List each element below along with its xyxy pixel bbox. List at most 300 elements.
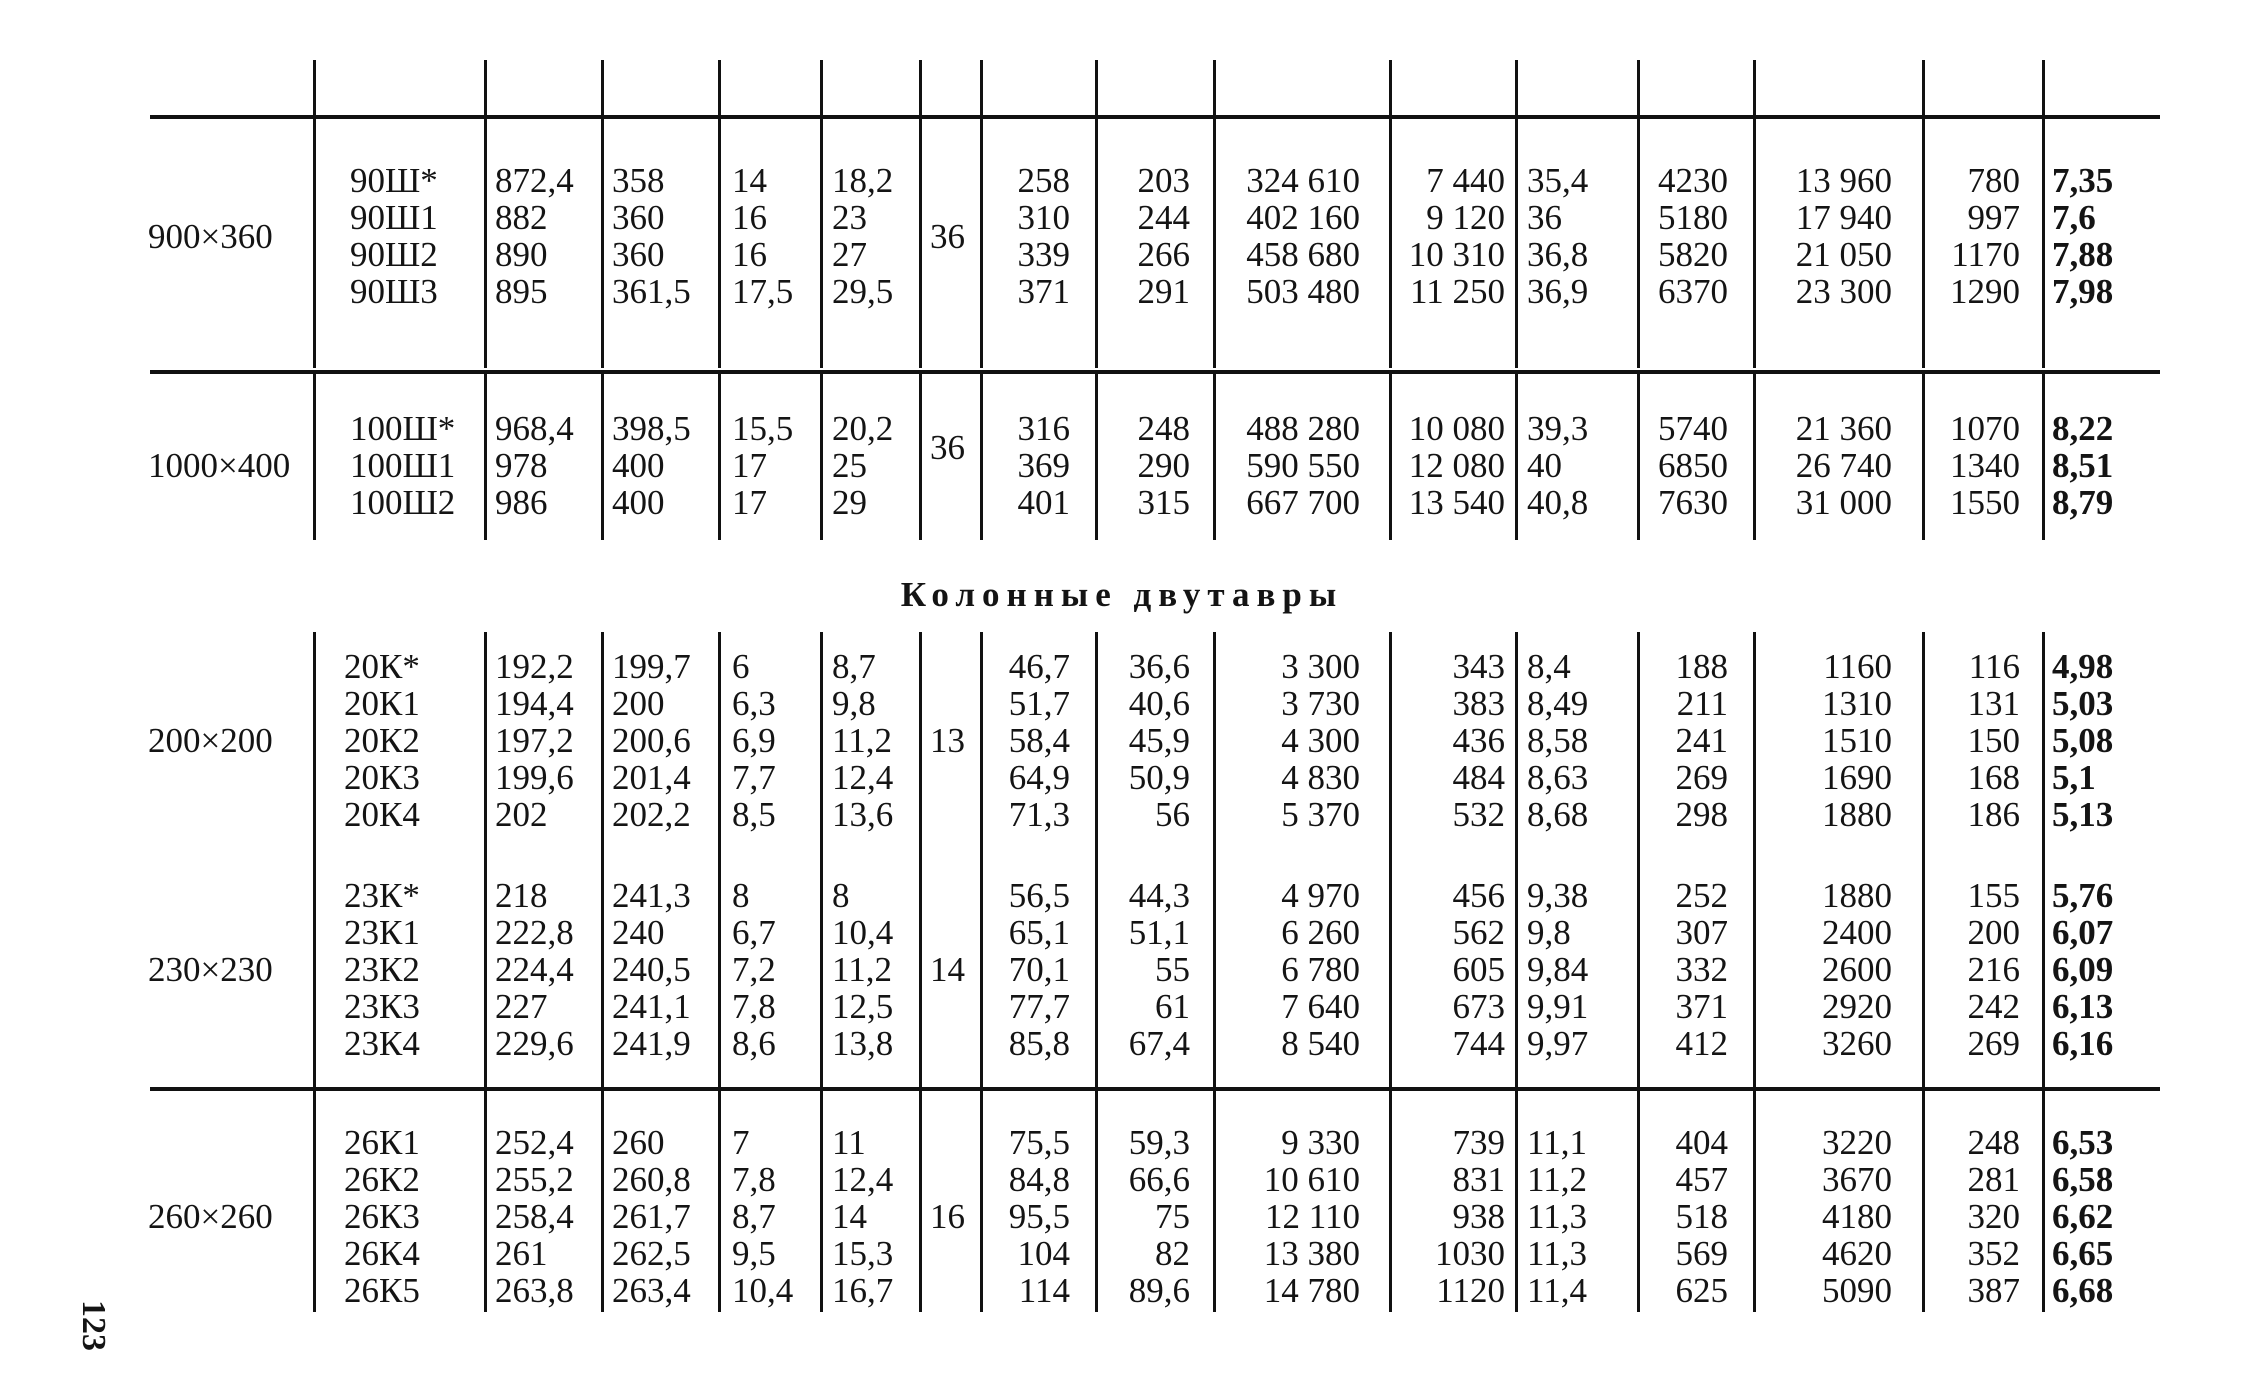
table-cell: 8,7 bbox=[732, 1197, 776, 1236]
table-cell: 15,3 bbox=[832, 1234, 894, 1273]
column-line bbox=[820, 60, 823, 368]
table-cell: 241,3 bbox=[612, 876, 691, 915]
table-cell: 1170 bbox=[1951, 235, 2020, 274]
table-cell: 252 bbox=[1675, 876, 1728, 915]
profile-name: 26К4 bbox=[344, 1234, 420, 1273]
table-cell: 95,5 bbox=[1008, 1197, 1070, 1236]
table-cell: 2920 bbox=[1822, 987, 1892, 1026]
table-cell: 6370 bbox=[1658, 272, 1728, 311]
table-cell: 188 bbox=[1675, 647, 1728, 686]
table-cell: 61 bbox=[1155, 987, 1190, 1026]
table-cell: 260,8 bbox=[612, 1160, 691, 1199]
table-cell: 5,03 bbox=[2052, 684, 2114, 723]
column-line bbox=[1922, 372, 1925, 540]
table-cell: 36,8 bbox=[1527, 235, 1589, 274]
column-line bbox=[1922, 632, 1925, 1312]
table-cell: 6,53 bbox=[2052, 1123, 2114, 1162]
table-cell: 155 bbox=[1967, 876, 2020, 915]
table-cell: 369 bbox=[1017, 446, 1070, 485]
table-cell: 895 bbox=[495, 272, 548, 311]
table-cell: 202 bbox=[495, 795, 548, 834]
profile-name: 20К3 bbox=[344, 758, 420, 797]
table-cell: 75 bbox=[1155, 1197, 1190, 1236]
table-cell: 262,5 bbox=[612, 1234, 691, 1273]
table-cell: 968,4 bbox=[495, 409, 574, 448]
column-line bbox=[1213, 372, 1216, 540]
column-line bbox=[718, 632, 721, 1312]
table-cell: 255,2 bbox=[495, 1160, 574, 1199]
table-cell: 458 680 bbox=[1246, 235, 1360, 274]
table-cell: 5,1 bbox=[2052, 758, 2096, 797]
table-cell: 218 bbox=[495, 876, 548, 915]
table-cell: 7,35 bbox=[2052, 161, 2114, 200]
table-cell: 4 830 bbox=[1281, 758, 1360, 797]
profile-name: 20К* bbox=[344, 647, 420, 686]
table-cell: 7 bbox=[732, 1123, 750, 1162]
table-cell: 10 610 bbox=[1263, 1160, 1360, 1199]
table-cell: 222,8 bbox=[495, 913, 574, 952]
table-cell: 1880 bbox=[1822, 795, 1892, 834]
table-cell: 9,84 bbox=[1527, 950, 1589, 989]
table-cell: 324 610 bbox=[1246, 161, 1360, 200]
table-cell: 186 bbox=[1967, 795, 2020, 834]
table-cell: 51,1 bbox=[1128, 913, 1190, 952]
table-cell: 194,4 bbox=[495, 684, 574, 723]
column-line bbox=[820, 372, 823, 540]
table-cell: 11,2 bbox=[1527, 1160, 1587, 1199]
table-cell: 10 080 bbox=[1408, 409, 1505, 448]
table-cell: 58,4 bbox=[1008, 721, 1070, 760]
table-cell: 258 bbox=[1017, 161, 1070, 200]
table-cell: 10,4 bbox=[832, 913, 894, 952]
table-cell: 7,88 bbox=[2052, 235, 2114, 274]
table-cell: 25 bbox=[832, 446, 867, 485]
table-cell: 35,4 bbox=[1527, 161, 1589, 200]
table-cell: 56 bbox=[1155, 795, 1190, 834]
table-cell: 202,2 bbox=[612, 795, 691, 834]
section-title: Колонные двутавры bbox=[900, 575, 1344, 614]
table-cell: 266 bbox=[1137, 235, 1190, 274]
column-line bbox=[484, 372, 487, 540]
table-cell: 6,09 bbox=[2052, 950, 2114, 989]
table-cell: 532 bbox=[1452, 795, 1505, 834]
table-cell: 17 bbox=[732, 446, 767, 485]
table-cell: 5,76 bbox=[2052, 876, 2114, 915]
table-cell: 7,98 bbox=[2052, 272, 2114, 311]
table-cell: 261,7 bbox=[612, 1197, 691, 1236]
table-cell: 400 bbox=[612, 483, 665, 522]
table-cell: 8,79 bbox=[2052, 483, 2114, 522]
table-cell: 5820 bbox=[1658, 235, 1728, 274]
column-line bbox=[1213, 60, 1216, 368]
table-cell: 6 780 bbox=[1281, 950, 1360, 989]
table-cell: 316 bbox=[1017, 409, 1070, 448]
table-cell: 16,7 bbox=[832, 1271, 894, 1310]
table-cell: 261 bbox=[495, 1234, 548, 1273]
column-line bbox=[1389, 60, 1392, 368]
table-cell: 201,4 bbox=[612, 758, 691, 797]
table-cell: 263,4 bbox=[612, 1271, 691, 1310]
profile-name: 23К3 bbox=[344, 987, 420, 1026]
table-cell: 211 bbox=[1676, 684, 1728, 723]
table-cell: 82 bbox=[1155, 1234, 1190, 1273]
table-cell: 7,7 bbox=[732, 758, 776, 797]
table-cell: 7,8 bbox=[732, 1160, 776, 1199]
table-cell: 263,8 bbox=[495, 1271, 574, 1310]
table-cell: 20,2 bbox=[832, 409, 894, 448]
table-cell: 85,8 bbox=[1008, 1024, 1070, 1063]
table-cell: 77,7 bbox=[1008, 987, 1070, 1026]
table-cell: 997 bbox=[1967, 198, 2020, 237]
table-cell: 569 bbox=[1675, 1234, 1728, 1273]
table-cell: 31 000 bbox=[1795, 483, 1892, 522]
profile-name: 90Ш3 bbox=[350, 272, 438, 311]
table-cell: 200 bbox=[612, 684, 665, 723]
table-cell: 6,65 bbox=[2052, 1234, 2114, 1273]
table-cell: 1070 bbox=[1950, 409, 2020, 448]
table-cell: 29 bbox=[832, 483, 867, 522]
profile-name: 26К1 bbox=[344, 1123, 420, 1162]
table-cell: 361,5 bbox=[612, 272, 691, 311]
table-cell: 15,5 bbox=[732, 409, 794, 448]
table-cell: 360 bbox=[612, 235, 665, 274]
table-cell: 26 740 bbox=[1795, 446, 1892, 485]
column-line bbox=[1095, 372, 1098, 540]
table-cell: 5 370 bbox=[1281, 795, 1360, 834]
column-line bbox=[1922, 60, 1925, 368]
table-cell: 199,6 bbox=[495, 758, 574, 797]
table-cell: 290 bbox=[1137, 446, 1190, 485]
table-cell: 71,3 bbox=[1008, 795, 1070, 834]
column-line bbox=[313, 632, 316, 1312]
table-cell: 244 bbox=[1137, 198, 1190, 237]
table-cell: 9,8 bbox=[1527, 913, 1571, 952]
table-cell: 518 bbox=[1675, 1197, 1728, 1236]
table-cell: 436 bbox=[1452, 721, 1505, 760]
table-cell: 402 160 bbox=[1246, 198, 1360, 237]
profile-name: 100Ш* bbox=[350, 409, 456, 448]
table-cell: 248 bbox=[1137, 409, 1190, 448]
table-cell: 7,2 bbox=[732, 950, 776, 989]
table-cell: 890 bbox=[495, 235, 548, 274]
column-line bbox=[1515, 372, 1518, 540]
table-cell: 27 bbox=[832, 235, 867, 274]
table-cell: 307 bbox=[1675, 913, 1728, 952]
table-cell: 3260 bbox=[1822, 1024, 1892, 1063]
table-cell: 17 940 bbox=[1795, 198, 1892, 237]
profile-name: 26К3 bbox=[344, 1197, 420, 1236]
table-cell: 12 080 bbox=[1408, 446, 1505, 485]
radius-value: 13 bbox=[930, 721, 965, 760]
table-cell: 66,6 bbox=[1128, 1160, 1190, 1199]
profile-name: 26К2 bbox=[344, 1160, 420, 1199]
column-line bbox=[2042, 60, 2045, 368]
table-cell: 1340 bbox=[1950, 446, 2020, 485]
profile-name: 23К* bbox=[344, 876, 420, 915]
table-cell: 484 bbox=[1452, 758, 1505, 797]
table-cell: 8,7 bbox=[832, 647, 876, 686]
table-cell: 13 380 bbox=[1263, 1234, 1360, 1273]
table-cell: 1510 bbox=[1822, 721, 1892, 760]
table-cell: 10,4 bbox=[732, 1271, 794, 1310]
table-cell: 14 bbox=[832, 1197, 867, 1236]
table-cell: 248 bbox=[1967, 1123, 2020, 1162]
table-cell: 281 bbox=[1967, 1160, 2020, 1199]
table-cell: 383 bbox=[1452, 684, 1505, 723]
table-cell: 320 bbox=[1967, 1197, 2020, 1236]
table-cell: 252,4 bbox=[495, 1123, 574, 1162]
table-cell: 8 540 bbox=[1281, 1024, 1360, 1063]
table-cell: 240 bbox=[612, 913, 665, 952]
table-cell: 200,6 bbox=[612, 721, 691, 760]
table-cell: 6,3 bbox=[732, 684, 776, 723]
table-cell: 6,9 bbox=[732, 721, 776, 760]
table-cell: 84,8 bbox=[1008, 1160, 1070, 1199]
profile-name: 90Ш* bbox=[350, 161, 438, 200]
table-cell: 21 360 bbox=[1795, 409, 1892, 448]
table-cell: 5,13 bbox=[2052, 795, 2114, 834]
table-cell: 404 bbox=[1675, 1123, 1728, 1162]
table-cell: 10 310 bbox=[1408, 235, 1505, 274]
profile-name: 90Ш2 bbox=[350, 235, 438, 274]
table-cell: 9,8 bbox=[832, 684, 876, 723]
table-cell: 70,1 bbox=[1008, 950, 1070, 989]
table-cell: 11,3 bbox=[1527, 1234, 1587, 1273]
table-cell: 625 bbox=[1675, 1271, 1728, 1310]
table-cell: 503 480 bbox=[1246, 272, 1360, 311]
table-cell: 371 bbox=[1675, 987, 1728, 1026]
table-cell: 8,68 bbox=[1527, 795, 1589, 834]
table-cell: 5180 bbox=[1658, 198, 1728, 237]
table-cell: 269 bbox=[1967, 1024, 2020, 1063]
table-cell: 1550 bbox=[1950, 483, 2020, 522]
table-cell: 3220 bbox=[1822, 1123, 1892, 1162]
column-line bbox=[919, 372, 922, 540]
table-cell: 241 bbox=[1675, 721, 1728, 760]
row-divider bbox=[150, 370, 2160, 374]
table-cell: 14 780 bbox=[1263, 1271, 1360, 1310]
section-size: 900×360 bbox=[148, 216, 273, 256]
column-line bbox=[980, 632, 983, 1312]
table-cell: 260 bbox=[612, 1123, 665, 1162]
table-cell: 203 bbox=[1137, 161, 1190, 200]
table-cell: 6,58 bbox=[2052, 1160, 2114, 1199]
column-line bbox=[484, 60, 487, 368]
table-cell: 55 bbox=[1155, 950, 1190, 989]
table-cell: 11,2 bbox=[832, 950, 892, 989]
table-cell: 8,4 bbox=[1527, 647, 1571, 686]
table-cell: 9,91 bbox=[1527, 987, 1589, 1026]
table-cell: 13,8 bbox=[832, 1024, 894, 1063]
column-line bbox=[1753, 372, 1756, 540]
table-cell: 5740 bbox=[1658, 409, 1728, 448]
table-cell: 192,2 bbox=[495, 647, 574, 686]
table-cell: 7630 bbox=[1658, 483, 1728, 522]
profile-name: 100Ш1 bbox=[350, 446, 456, 485]
table-cell: 40,8 bbox=[1527, 483, 1589, 522]
table-cell: 23 bbox=[832, 198, 867, 237]
table-cell: 744 bbox=[1452, 1024, 1505, 1063]
table-cell: 40 bbox=[1527, 446, 1562, 485]
table-cell: 23 300 bbox=[1795, 272, 1892, 311]
table-cell: 258,4 bbox=[495, 1197, 574, 1236]
table-cell: 739 bbox=[1452, 1123, 1505, 1162]
profile-name: 20К1 bbox=[344, 684, 420, 723]
table-cell: 4230 bbox=[1658, 161, 1728, 200]
section-size: 1000×400 bbox=[148, 446, 291, 485]
profile-name: 100Ш2 bbox=[350, 483, 456, 522]
column-line bbox=[1515, 632, 1518, 1312]
profile-name: 26К5 bbox=[344, 1271, 420, 1310]
profile-name: 23К1 bbox=[344, 913, 420, 952]
table-cell: 360 bbox=[612, 198, 665, 237]
column-line bbox=[1753, 60, 1756, 368]
table-cell: 456 bbox=[1452, 876, 1505, 915]
table-cell: 56,5 bbox=[1008, 876, 1070, 915]
table-cell: 8 bbox=[732, 876, 750, 915]
column-line bbox=[1213, 632, 1216, 1312]
column-line bbox=[718, 372, 721, 540]
table-cell: 1310 bbox=[1822, 684, 1892, 723]
table-cell: 6 260 bbox=[1281, 913, 1360, 952]
table-cell: 332 bbox=[1675, 950, 1728, 989]
column-line bbox=[1389, 632, 1392, 1312]
table-cell: 291 bbox=[1137, 272, 1190, 311]
column-line bbox=[1095, 60, 1098, 368]
column-line bbox=[1753, 632, 1756, 1312]
table-cell: 398,5 bbox=[612, 409, 691, 448]
table-cell: 9,5 bbox=[732, 1234, 776, 1273]
table-cell: 18,2 bbox=[832, 161, 894, 200]
table-cell: 11,3 bbox=[1527, 1197, 1587, 1236]
column-line bbox=[980, 60, 983, 368]
table-cell: 12,5 bbox=[832, 987, 894, 1026]
table-cell: 1880 bbox=[1822, 876, 1892, 915]
table-cell: 16 bbox=[732, 198, 767, 237]
table-cell: 12 110 bbox=[1265, 1197, 1360, 1236]
radius-value: 16 bbox=[930, 1197, 965, 1236]
table-cell: 216 bbox=[1967, 950, 2020, 989]
table-cell: 4 300 bbox=[1281, 721, 1360, 760]
profile-name: 90Ш1 bbox=[350, 198, 438, 237]
profile-name: 20К4 bbox=[344, 795, 420, 834]
table-cell: 12,4 bbox=[832, 758, 894, 797]
table-cell: 358 bbox=[612, 161, 665, 200]
table-cell: 352 bbox=[1967, 1234, 2020, 1273]
table-cell: 50,9 bbox=[1128, 758, 1190, 797]
table-cell: 8 bbox=[832, 876, 850, 915]
table-cell: 59,3 bbox=[1128, 1123, 1190, 1162]
table-cell: 2600 bbox=[1822, 950, 1892, 989]
column-line bbox=[919, 632, 922, 1312]
table-cell: 4 970 bbox=[1281, 876, 1360, 915]
table-cell: 229,6 bbox=[495, 1024, 574, 1063]
column-line bbox=[980, 372, 983, 540]
table-cell: 6,62 bbox=[2052, 1197, 2114, 1236]
table-cell: 241,1 bbox=[612, 987, 691, 1026]
table-cell: 6,07 bbox=[2052, 913, 2114, 952]
column-line bbox=[1515, 60, 1518, 368]
table-cell: 7 640 bbox=[1281, 987, 1360, 1026]
column-line bbox=[2042, 632, 2045, 1312]
section-size: 230×230 bbox=[148, 950, 273, 989]
table-cell: 64,9 bbox=[1008, 758, 1070, 797]
page-number: 123 bbox=[75, 1300, 112, 1351]
column-line bbox=[601, 60, 604, 368]
column-line bbox=[313, 372, 316, 540]
column-line bbox=[313, 60, 316, 368]
table-cell: 36 bbox=[1527, 198, 1562, 237]
column-line bbox=[1637, 632, 1640, 1312]
table-cell: 831 bbox=[1452, 1160, 1505, 1199]
table-cell: 269 bbox=[1675, 758, 1728, 797]
column-line bbox=[820, 632, 823, 1312]
table-cell: 11 250 bbox=[1410, 272, 1505, 311]
table-cell: 75,5 bbox=[1008, 1123, 1070, 1162]
profile-name: 23К2 bbox=[344, 950, 420, 989]
table-cell: 3 730 bbox=[1281, 684, 1360, 723]
table-cell: 16 bbox=[732, 235, 767, 274]
table-cell: 872,4 bbox=[495, 161, 574, 200]
radius-value: 36 bbox=[930, 216, 965, 256]
radius-value: 14 bbox=[930, 950, 965, 989]
table-cell: 298 bbox=[1675, 795, 1728, 834]
table-cell: 590 550 bbox=[1246, 446, 1360, 485]
table-cell: 986 bbox=[495, 483, 548, 522]
row-divider bbox=[150, 115, 2160, 119]
table-cell: 1120 bbox=[1436, 1271, 1505, 1310]
table-cell: 13 540 bbox=[1408, 483, 1505, 522]
table-cell: 7,6 bbox=[2052, 198, 2096, 237]
table-cell: 310 bbox=[1017, 198, 1070, 237]
table-cell: 1160 bbox=[1823, 647, 1892, 686]
row-divider bbox=[150, 1087, 2160, 1091]
table-cell: 150 bbox=[1967, 721, 2020, 760]
radius-value: 36 bbox=[930, 428, 965, 467]
table-cell: 1030 bbox=[1435, 1234, 1505, 1273]
table-cell: 89,6 bbox=[1128, 1271, 1190, 1310]
column-line bbox=[601, 372, 604, 540]
column-line bbox=[484, 632, 487, 1312]
table-cell: 5090 bbox=[1822, 1271, 1892, 1310]
table-cell: 9 330 bbox=[1281, 1123, 1360, 1162]
table-cell: 11,2 bbox=[832, 721, 892, 760]
table-cell: 3670 bbox=[1822, 1160, 1892, 1199]
table-cell: 241,9 bbox=[612, 1024, 691, 1063]
table-cell: 673 bbox=[1452, 987, 1505, 1026]
table-cell: 1290 bbox=[1950, 272, 2020, 311]
table-cell: 67,4 bbox=[1128, 1024, 1190, 1063]
table-cell: 36,6 bbox=[1128, 647, 1190, 686]
table-cell: 51,7 bbox=[1008, 684, 1070, 723]
profile-name: 23К4 bbox=[344, 1024, 420, 1063]
table-cell: 457 bbox=[1675, 1160, 1728, 1199]
table-cell: 242 bbox=[1967, 987, 2020, 1026]
table-cell: 17,5 bbox=[732, 272, 794, 311]
table-cell: 412 bbox=[1675, 1024, 1728, 1063]
table-cell: 343 bbox=[1452, 647, 1505, 686]
table-cell: 605 bbox=[1452, 950, 1505, 989]
table-cell: 4620 bbox=[1822, 1234, 1892, 1273]
table-cell: 7 440 bbox=[1426, 161, 1505, 200]
table-cell: 104 bbox=[1017, 1234, 1070, 1273]
table-cell: 7,8 bbox=[732, 987, 776, 1026]
table-cell: 6,7 bbox=[732, 913, 776, 952]
table-cell: 168 bbox=[1967, 758, 2020, 797]
table-cell: 8,63 bbox=[1527, 758, 1589, 797]
table-cell: 5,08 bbox=[2052, 721, 2114, 760]
table-cell: 8,51 bbox=[2052, 446, 2114, 485]
